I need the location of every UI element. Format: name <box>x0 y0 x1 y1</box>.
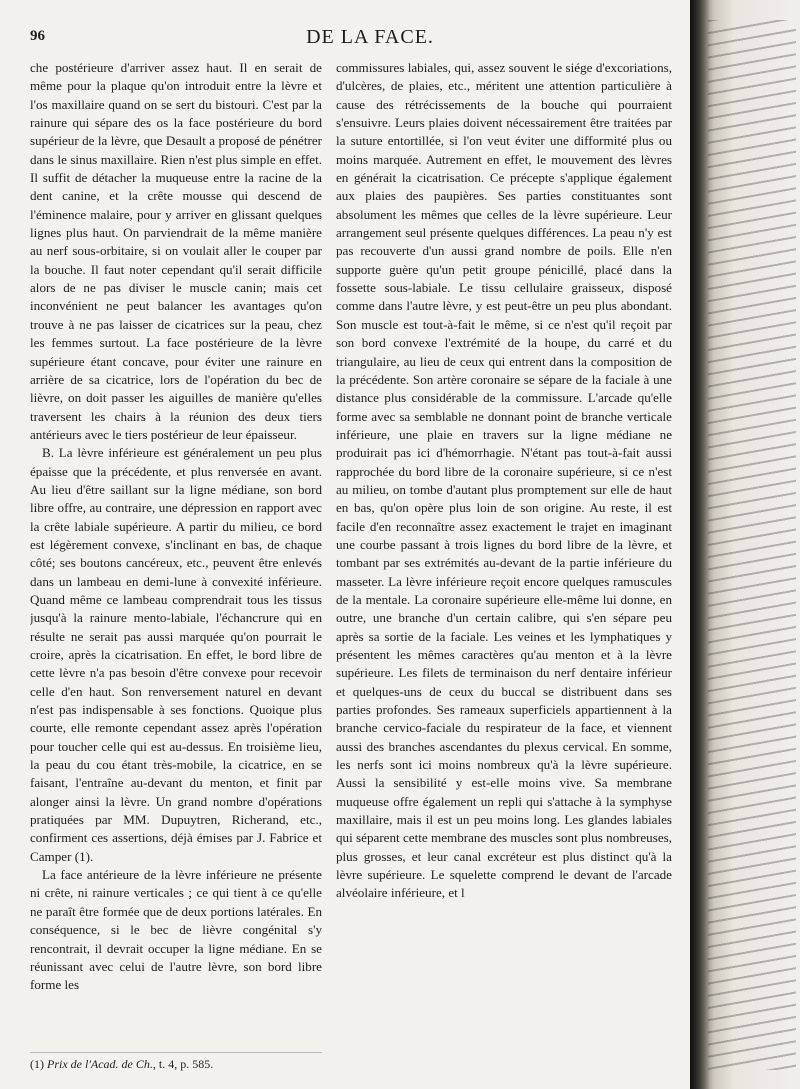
left-paragraph-1: che postérieure d'arriver assez haut. Il en serait de même pour la plaque qu'on introduit entre la lèvre et l'os maxillaire quand on se sert du bistouri. C'est par la rainure qui sépare des os la face postérieure du bord supérieur de la lèvre, que Desault a proposé de pénétrer dans le sinus maxillaire. Rien n'est plus simple en effet. Il suffit de détacher la muqueuse entre la racine de la dent canine, et la crête mousse qui descend de l'éminence malaire, pour y arriver en glissant quelques lignes plus haut. On parviendrait de la même manière au nerf sous-orbitaire, si on voulait aller le couper par la bouche. Il faut noter cependant qu'il serait difficile alors de ne pas diviser le muscle canin; mais cet inconvénient ne peut balancer les avantages qu'on trouve à ne pas laisser de cicatrices sur la peau, chez les femmes surtout. La face postérieure de la lèvre supérieure étant concave, pour éviter une rainure en arrière de sa cicatrice, lors de l'opération du bec de lièvre, on doit passer les aiguilles de manière qu'elles traversent les chairs à la réunion des deux tiers antérieurs avec le tiers postérieur de leur épaisseur. <box>30 60 322 442</box>
page-number: 96 <box>30 28 45 44</box>
footnote <box>30 1052 322 1072</box>
left-paragraph-2: B. La lèvre inférieure est généralement un peu plus épaisse que la précédente, et plus renversée en avant. Au lieu d'être saillant sur la ligne médiane, son bord libre offre, au contraire, une dépression en rapport avec la crête labiale supérieure. A partir du milieu, ce bord est légèrement convexe, s'inclinant en bas, de chaque côté; ses boutons cancéreux, etc., peuvent être enlevés dans un lambeau en demi-lune à convexité inférieure. Quand même ce lambeau comprendrait tous les tissus jusqu'à la rainure mento-labiale, l'échancrure qui en résulte ne serait pas aussi marquée qu'on pourrait le croire, après la cicatrisation. En effet, le bord libre de cette lèvre n'a pas besoin d'être convexe pour recevoir celle d'en haut. Son renversement naturel en devant n'est pas indispensable à ses fonctions. Quoique plus courte, elle remonte cependant assez après l'opération pour toucher celle qui est au-dessus. En troisième lieu, la peau du cou étant très-mobile, la cicatrice, en se faisant, l'entraîne au-devant du menton, et finit par alonger ainsi la lèvre. Un grand nombre d'opérations pratiquées par MM. Dupuytren, Richerand, etc., confirment ces assertions, déjà émises par J. Fabrice et Camper (1). <box>30 445 322 864</box>
left-paragraph-3: La face antérieure de la lèvre inférieure ne présente ni crête, ni rainure verticales ; ce qui tient à ce qu'elle ne paraît être formée que de deux portions latérales. En conséquence, si le bec de lièvre congénital s'y rencontrait, il devrait occuper la ligne médiane. En se réunissant avec celui de l'autre lèvre, son bord libre forme les <box>30 867 322 993</box>
facing-page-text-bleed <box>708 20 796 1070</box>
footnote-reference: , t. 4, p. 585. <box>152 1057 214 1071</box>
facing-page-edge <box>690 0 800 1089</box>
right-paragraph-1: commissures labiales, qui, assez souvent le siége d'excoriations, d'ulcères, de plaies, etc., méritent une attention particulière à cause des rétrécissements de la bouche qui pourraient s'ensuivre. Leurs plaies doivent nécessairement être traitées par la suture entortillée, si l'on veut éviter une difformité plus ou moins marquée. Autrement en effet, le mouvement des lèvres en générait la cicatrisation. Ce précepte s'applique également aux plaies des paupières. Ses parties constituantes sont absolument les mêmes que celles de la lèvre supérieure. Leur arrangement seul présente quelques différences. La peau n'y est pas recouverte d'un aussi grand nombre de poils. Elle n'en supporte guère qu'un petit groupe pénicillé, placé dans la fossette sous-labiale. Le tissu cellulaire graisseux, disposé comme dans l'autre lèvre, y est peut-être un peu plus abondant. Son muscle est tout-à-fait le même, si ce n'est qu'il reçoit par son bord convexe l'extrémité de la houpe, du carré et du triangulaire, au lieu de ceux qui entrent dans la composition de la précédente. Son artère coronaire se sépare de la faciale à une distance plus considérable de la commissure. L'arcade qu'elle forme avec sa semblable ne donnant point de branche verticale inférieure, une plaie en travers sur la ligne médiane ne produirait pas ici d'hémorrhagie. N'étant pas tout-à-fait aussi rapprochée du bord libre de la coronaire supérieure, si ce n'est au milieu, on tombe d'autant plus promptement sur elle de haut en bas, qu'on opère plus loin de son origine. Au reste, il est facile d'en reconnaître assez exactement le trajet en imaginant une courbe passant à trois lignes du bord libre de la lèvre, et tombant par ses extrémités au-devant de la partie inférieure du masseter. La lèvre inférieure reçoit encore quelques ramuscules de la mentale. La coronaire supérieure elle-même lui donne, en outre, une branche d'un certain calibre, qui s'en sépare peu après sa sortie de la faciale. Les veines et les lymphatiques y présentent les mêmes caractères qu'au menton et à la lèvre supérieure. Les filets de terminaison du nerf dentaire inférieur et quelques-uns de ceux du buccal se distribuent dans ses parties profondes. Ses rameaux superficiels appartiennent à la branche cervico-faciale du respirateur de la face, et viennent aussi des branches ascendantes du plexus cervical. En somme, les nerfs sont ici moins nombreux qu'à la lèvre supérieure. Aussi la sensibilité y est-elle moins vive. Sa membrane muqueuse offre également un repli qui s'attache à la symphyse maxillaire, mais il est un peu moins long. Les glandes labiales qui séparent cette membrane des muscles sont plus nombreuses, plus grosses, et leur canal excréteur est plus distinct qu'à la lèvre supérieure. Le squelette comprend le devant de l'arcade alvéolaire inférieure, et l <box>336 60 672 901</box>
left-column <box>30 59 322 1069</box>
page-header <box>30 16 670 48</box>
footnote-mark: (1) <box>30 1057 44 1071</box>
binding-shadow <box>690 0 710 1089</box>
right-column <box>336 59 672 1069</box>
running-title: DE LA FACE. <box>306 26 434 48</box>
footnote-title: Prix de l'Acad. de Ch. <box>47 1057 153 1071</box>
